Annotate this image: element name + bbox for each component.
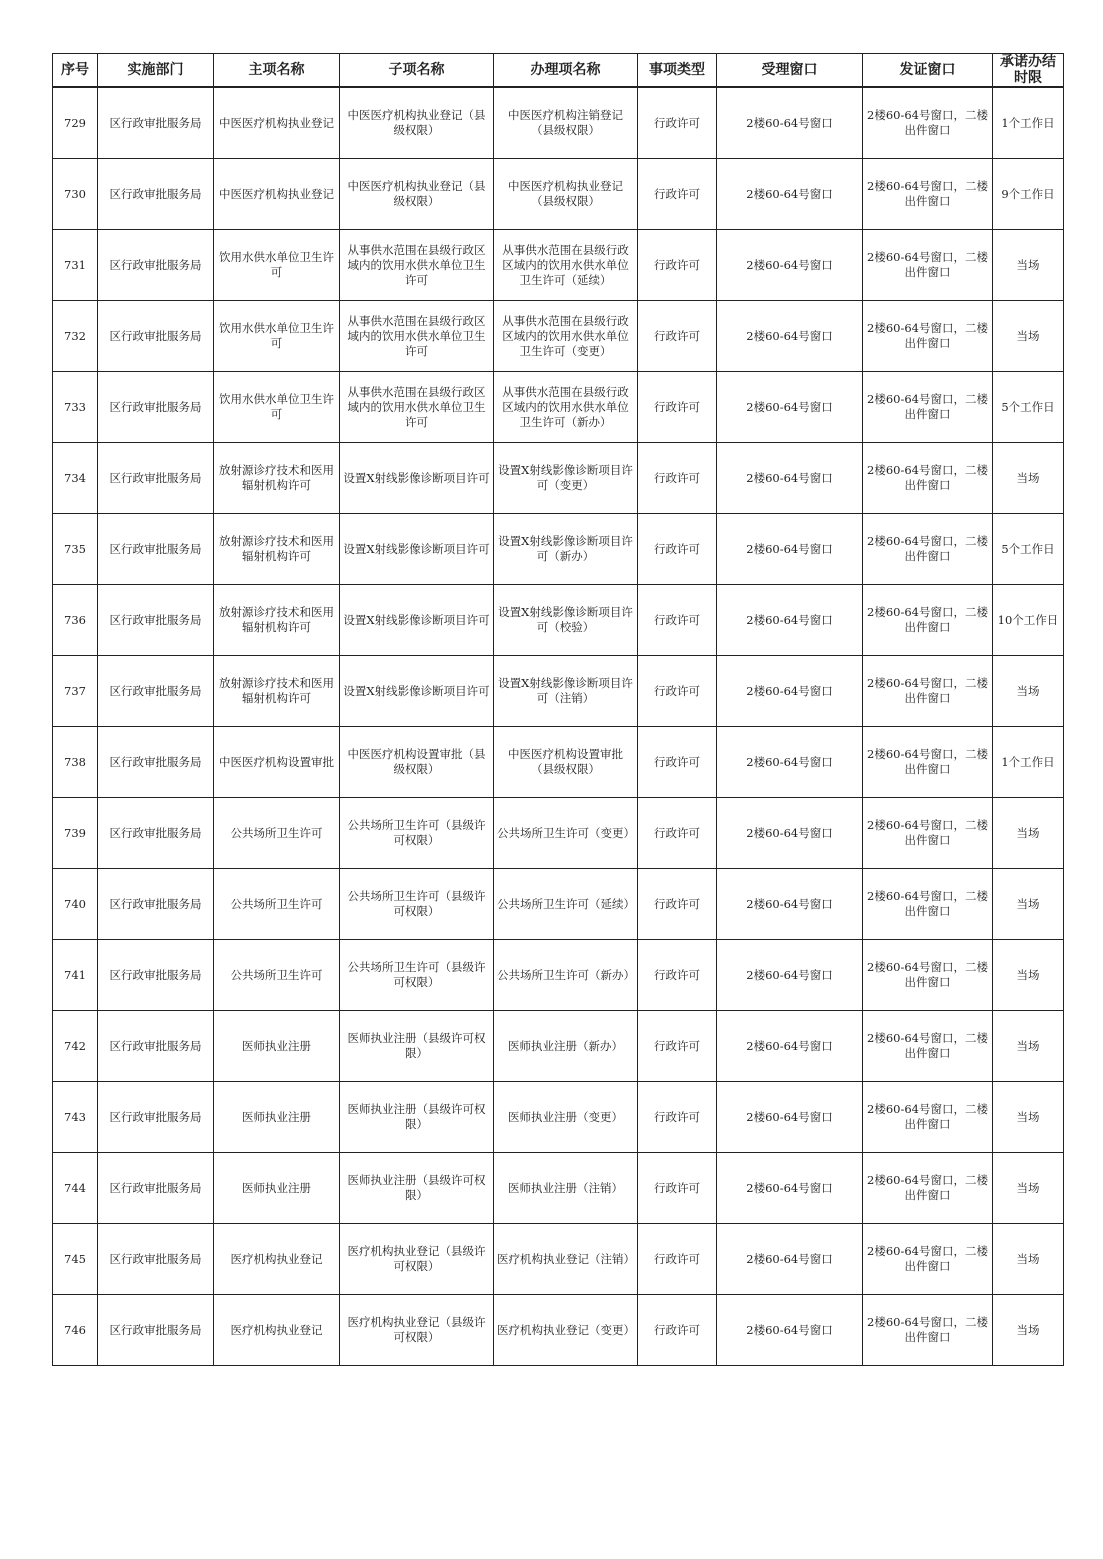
cell-time-limit: 10个工作日: [993, 585, 1064, 656]
cell-department: 区行政审批服务局: [98, 230, 214, 301]
cell-department: 区行政审批服务局: [98, 301, 214, 372]
cell-item-type: 行政许可: [638, 869, 717, 940]
cell-sub-item: 医疗机构执业登记（县级许可权限）: [340, 1295, 494, 1366]
cell-item-type: 行政许可: [638, 301, 717, 372]
header-time-limit: 承诺办结时限: [993, 54, 1064, 88]
cell-main-item: 公共场所卫生许可: [214, 940, 340, 1011]
cell-item-type: 行政许可: [638, 1295, 717, 1366]
cell-handling-item: 设置X射线影像诊断项目许可（校验）: [494, 585, 638, 656]
cell-department: 区行政审批服务局: [98, 514, 214, 585]
table-row: [53, 372, 1064, 443]
cell-handling-item: 医疗机构执业登记（注销）: [494, 1224, 638, 1295]
header-department: 实施部门: [98, 54, 214, 88]
table-row: [53, 940, 1064, 1011]
table-row: [53, 1011, 1064, 1082]
cell-issue-window: 2楼60-64号窗口，二楼出件窗口: [863, 656, 993, 727]
cell-accept-window: 2楼60-64号窗口: [717, 798, 863, 869]
cell-item-type: 行政许可: [638, 585, 717, 656]
cell-main-item: 中医医疗机构执业登记: [214, 159, 340, 230]
cell-department: 区行政审批服务局: [98, 1153, 214, 1224]
cell-item-type: 行政许可: [638, 514, 717, 585]
cell-issue-window: 2楼60-64号窗口，二楼出件窗口: [863, 443, 993, 514]
cell-main-item: 公共场所卫生许可: [214, 798, 340, 869]
cell-sub-item: 设置X射线影像诊断项目许可: [340, 443, 494, 514]
cell-issue-window: 2楼60-64号窗口，二楼出件窗口: [863, 585, 993, 656]
cell-department: 区行政审批服务局: [98, 656, 214, 727]
cell-department: 区行政审批服务局: [98, 159, 214, 230]
cell-issue-window: 2楼60-64号窗口，二楼出件窗口: [863, 1011, 993, 1082]
cell-department: 区行政审批服务局: [98, 727, 214, 798]
cell-seq: 734: [53, 443, 98, 514]
cell-sub-item: 从事供水范围在县级行政区域内的饮用水供水单位卫生许可: [340, 301, 494, 372]
cell-item-type: 行政许可: [638, 1082, 717, 1153]
cell-sub-item: 中医医疗机构执业登记（县级权限）: [340, 159, 494, 230]
cell-sub-item: 设置X射线影像诊断项目许可: [340, 585, 494, 656]
cell-department: 区行政审批服务局: [98, 585, 214, 656]
cell-issue-window: 2楼60-64号窗口，二楼出件窗口: [863, 1082, 993, 1153]
cell-department: 区行政审批服务局: [98, 940, 214, 1011]
cell-main-item: 中医医疗机构执业登记: [214, 87, 340, 159]
cell-department: 区行政审批服务局: [98, 1011, 214, 1082]
cell-accept-window: 2楼60-64号窗口: [717, 87, 863, 159]
cell-sub-item: 医师执业注册（县级许可权限）: [340, 1153, 494, 1224]
table-row: [53, 87, 1064, 159]
cell-item-type: 行政许可: [638, 159, 717, 230]
cell-seq: 730: [53, 159, 98, 230]
cell-issue-window: 2楼60-64号窗口，二楼出件窗口: [863, 727, 993, 798]
table-row: [53, 869, 1064, 940]
cell-time-limit: 当场: [993, 230, 1064, 301]
cell-accept-window: 2楼60-64号窗口: [717, 1011, 863, 1082]
header-item-type: 事项类型: [638, 54, 717, 88]
table-row: [53, 159, 1064, 230]
cell-seq: 746: [53, 1295, 98, 1366]
cell-issue-window: 2楼60-64号窗口，二楼出件窗口: [863, 159, 993, 230]
cell-handling-item: 中医医疗机构设置审批（县级权限）: [494, 727, 638, 798]
cell-time-limit: 当场: [993, 1153, 1064, 1224]
cell-department: 区行政审批服务局: [98, 1082, 214, 1153]
cell-sub-item: 医师执业注册（县级许可权限）: [340, 1082, 494, 1153]
cell-sub-item: 公共场所卫生许可（县级许可权限）: [340, 940, 494, 1011]
cell-handling-item: 设置X射线影像诊断项目许可（新办）: [494, 514, 638, 585]
cell-time-limit: 当场: [993, 1224, 1064, 1295]
cell-sub-item: 从事供水范围在县级行政区域内的饮用水供水单位卫生许可: [340, 372, 494, 443]
cell-accept-window: 2楼60-64号窗口: [717, 1082, 863, 1153]
table-row: [53, 1295, 1064, 1366]
table-header: [53, 54, 1064, 88]
cell-issue-window: 2楼60-64号窗口，二楼出件窗口: [863, 87, 993, 159]
cell-item-type: 行政许可: [638, 727, 717, 798]
cell-accept-window: 2楼60-64号窗口: [717, 159, 863, 230]
table-row: [53, 585, 1064, 656]
cell-time-limit: 1个工作日: [993, 87, 1064, 159]
cell-accept-window: 2楼60-64号窗口: [717, 585, 863, 656]
cell-main-item: 饮用水供水单位卫生许可: [214, 372, 340, 443]
cell-main-item: 医疗机构执业登记: [214, 1295, 340, 1366]
cell-seq: 731: [53, 230, 98, 301]
cell-handling-item: 从事供水范围在县级行政区域内的饮用水供水单位卫生许可（延续）: [494, 230, 638, 301]
cell-time-limit: 当场: [993, 869, 1064, 940]
cell-time-limit: 当场: [993, 443, 1064, 514]
cell-handling-item: 医师执业注册（变更）: [494, 1082, 638, 1153]
table-row: [53, 1082, 1064, 1153]
cell-main-item: 放射源诊疗技术和医用辐射机构许可: [214, 585, 340, 656]
table-row: [53, 727, 1064, 798]
cell-time-limit: 9个工作日: [993, 159, 1064, 230]
cell-sub-item: 设置X射线影像诊断项目许可: [340, 656, 494, 727]
cell-seq: 739: [53, 798, 98, 869]
cell-main-item: 医疗机构执业登记: [214, 1224, 340, 1295]
cell-seq: 737: [53, 656, 98, 727]
cell-department: 区行政审批服务局: [98, 798, 214, 869]
table-row: [53, 301, 1064, 372]
table-row: [53, 1224, 1064, 1295]
cell-handling-item: 设置X射线影像诊断项目许可（注销）: [494, 656, 638, 727]
cell-handling-item: 从事供水范围在县级行政区域内的饮用水供水单位卫生许可（变更）: [494, 301, 638, 372]
cell-sub-item: 设置X射线影像诊断项目许可: [340, 514, 494, 585]
cell-seq: 743: [53, 1082, 98, 1153]
cell-main-item: 放射源诊疗技术和医用辐射机构许可: [214, 443, 340, 514]
service-items-table: [52, 53, 1064, 1366]
cell-accept-window: 2楼60-64号窗口: [717, 230, 863, 301]
cell-department: 区行政审批服务局: [98, 87, 214, 159]
cell-issue-window: 2楼60-64号窗口，二楼出件窗口: [863, 940, 993, 1011]
cell-sub-item: 医师执业注册（县级许可权限）: [340, 1011, 494, 1082]
cell-issue-window: 2楼60-64号窗口，二楼出件窗口: [863, 301, 993, 372]
cell-issue-window: 2楼60-64号窗口，二楼出件窗口: [863, 372, 993, 443]
cell-handling-item: 医疗机构执业登记（变更）: [494, 1295, 638, 1366]
cell-issue-window: 2楼60-64号窗口，二楼出件窗口: [863, 1224, 993, 1295]
header-accept-window: 受理窗口: [717, 54, 863, 88]
cell-time-limit: 1个工作日: [993, 727, 1064, 798]
cell-accept-window: 2楼60-64号窗口: [717, 727, 863, 798]
cell-main-item: 放射源诊疗技术和医用辐射机构许可: [214, 656, 340, 727]
cell-item-type: 行政许可: [638, 1224, 717, 1295]
table-row: [53, 514, 1064, 585]
cell-seq: 729: [53, 87, 98, 159]
cell-time-limit: 当场: [993, 940, 1064, 1011]
cell-accept-window: 2楼60-64号窗口: [717, 1295, 863, 1366]
cell-time-limit: 当场: [993, 1295, 1064, 1366]
cell-time-limit: 当场: [993, 656, 1064, 727]
cell-department: 区行政审批服务局: [98, 443, 214, 514]
cell-seq: 732: [53, 301, 98, 372]
header-sub-item: 子项名称: [340, 54, 494, 88]
cell-handling-item: 中医医疗机构执业登记（县级权限）: [494, 159, 638, 230]
cell-main-item: 饮用水供水单位卫生许可: [214, 230, 340, 301]
table-row: [53, 798, 1064, 869]
cell-item-type: 行政许可: [638, 798, 717, 869]
table-row: [53, 656, 1064, 727]
cell-item-type: 行政许可: [638, 1011, 717, 1082]
cell-sub-item: 公共场所卫生许可（县级许可权限）: [340, 798, 494, 869]
cell-sub-item: 从事供水范围在县级行政区域内的饮用水供水单位卫生许可: [340, 230, 494, 301]
cell-accept-window: 2楼60-64号窗口: [717, 1153, 863, 1224]
cell-accept-window: 2楼60-64号窗口: [717, 1224, 863, 1295]
cell-issue-window: 2楼60-64号窗口，二楼出件窗口: [863, 514, 993, 585]
cell-issue-window: 2楼60-64号窗口，二楼出件窗口: [863, 869, 993, 940]
cell-main-item: 放射源诊疗技术和医用辐射机构许可: [214, 514, 340, 585]
cell-handling-item: 从事供水范围在县级行政区域内的饮用水供水单位卫生许可（新办）: [494, 372, 638, 443]
cell-handling-item: 设置X射线影像诊断项目许可（变更）: [494, 443, 638, 514]
cell-item-type: 行政许可: [638, 656, 717, 727]
cell-item-type: 行政许可: [638, 87, 717, 159]
cell-item-type: 行政许可: [638, 443, 717, 514]
cell-time-limit: 当场: [993, 1011, 1064, 1082]
header-handling-item: 办理项名称: [494, 54, 638, 88]
cell-main-item: 中医医疗机构设置审批: [214, 727, 340, 798]
cell-sub-item: 公共场所卫生许可（县级许可权限）: [340, 869, 494, 940]
cell-main-item: 医师执业注册: [214, 1082, 340, 1153]
cell-accept-window: 2楼60-64号窗口: [717, 656, 863, 727]
cell-seq: 735: [53, 514, 98, 585]
cell-department: 区行政审批服务局: [98, 1295, 214, 1366]
cell-seq: 733: [53, 372, 98, 443]
cell-seq: 745: [53, 1224, 98, 1295]
header-issue-window: 发证窗口: [863, 54, 993, 88]
cell-handling-item: 公共场所卫生许可（延续）: [494, 869, 638, 940]
cell-time-limit: 当场: [993, 301, 1064, 372]
cell-accept-window: 2楼60-64号窗口: [717, 514, 863, 585]
cell-accept-window: 2楼60-64号窗口: [717, 443, 863, 514]
cell-accept-window: 2楼60-64号窗口: [717, 940, 863, 1011]
cell-item-type: 行政许可: [638, 372, 717, 443]
cell-issue-window: 2楼60-64号窗口，二楼出件窗口: [863, 1295, 993, 1366]
cell-item-type: 行政许可: [638, 940, 717, 1011]
table-row: [53, 230, 1064, 301]
cell-seq: 741: [53, 940, 98, 1011]
cell-handling-item: 中医医疗机构注销登记（县级权限）: [494, 87, 638, 159]
cell-sub-item: 中医医疗机构设置审批（县级权限）: [340, 727, 494, 798]
cell-seq: 742: [53, 1011, 98, 1082]
cell-main-item: 医师执业注册: [214, 1153, 340, 1224]
cell-sub-item: 中医医疗机构执业登记（县级权限）: [340, 87, 494, 159]
cell-time-limit: 当场: [993, 798, 1064, 869]
table-body: [53, 87, 1064, 1366]
table-row: [53, 443, 1064, 514]
cell-handling-item: 医师执业注册（新办）: [494, 1011, 638, 1082]
cell-issue-window: 2楼60-64号窗口，二楼出件窗口: [863, 1153, 993, 1224]
cell-time-limit: 当场: [993, 1082, 1064, 1153]
cell-seq: 740: [53, 869, 98, 940]
cell-seq: 738: [53, 727, 98, 798]
cell-seq: 736: [53, 585, 98, 656]
cell-item-type: 行政许可: [638, 230, 717, 301]
cell-department: 区行政审批服务局: [98, 869, 214, 940]
cell-accept-window: 2楼60-64号窗口: [717, 869, 863, 940]
cell-main-item: 医师执业注册: [214, 1011, 340, 1082]
cell-item-type: 行政许可: [638, 1153, 717, 1224]
header-main-item: 主项名称: [214, 54, 340, 88]
cell-department: 区行政审批服务局: [98, 372, 214, 443]
cell-seq: 744: [53, 1153, 98, 1224]
cell-main-item: 公共场所卫生许可: [214, 869, 340, 940]
cell-sub-item: 医疗机构执业登记（县级许可权限）: [340, 1224, 494, 1295]
header-seq: 序号: [53, 54, 98, 88]
cell-handling-item: 公共场所卫生许可（新办）: [494, 940, 638, 1011]
cell-handling-item: 公共场所卫生许可（变更）: [494, 798, 638, 869]
cell-handling-item: 医师执业注册（注销）: [494, 1153, 638, 1224]
cell-issue-window: 2楼60-64号窗口，二楼出件窗口: [863, 230, 993, 301]
cell-accept-window: 2楼60-64号窗口: [717, 372, 863, 443]
table-row: [53, 1153, 1064, 1224]
cell-accept-window: 2楼60-64号窗口: [717, 301, 863, 372]
cell-time-limit: 5个工作日: [993, 514, 1064, 585]
cell-time-limit: 5个工作日: [993, 372, 1064, 443]
cell-department: 区行政审批服务局: [98, 1224, 214, 1295]
cell-issue-window: 2楼60-64号窗口，二楼出件窗口: [863, 798, 993, 869]
cell-main-item: 饮用水供水单位卫生许可: [214, 301, 340, 372]
